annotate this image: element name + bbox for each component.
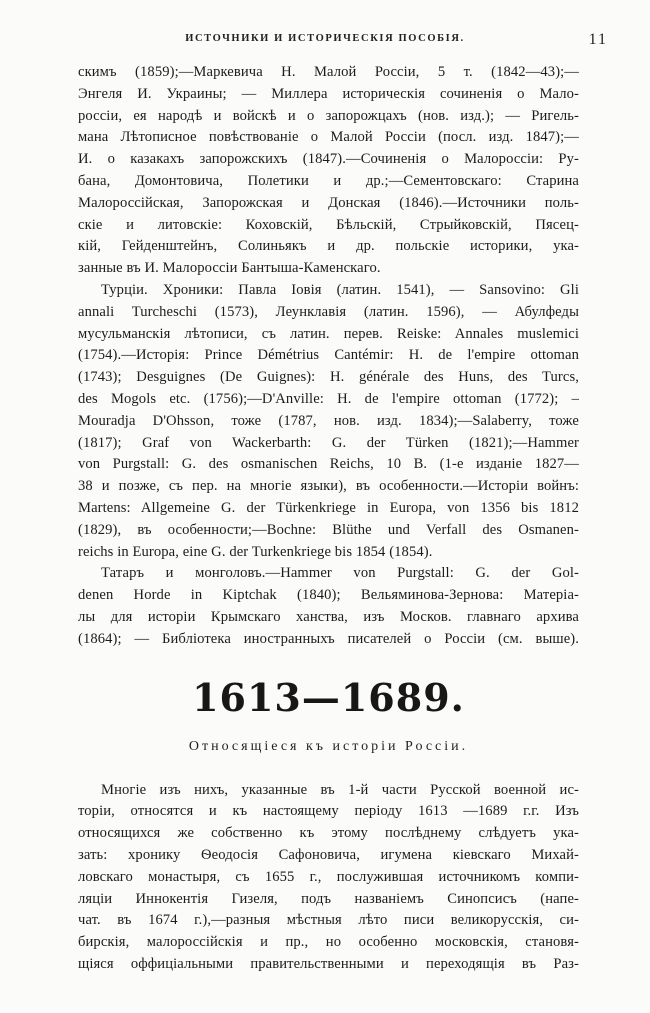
text-line: скіе и литовскіе: Коховскій, Бѣльскій, Стрыйковскій, Пясец- [78,216,579,233]
text-line: относящихся же собственно къ этому послѣднему слѣдуетъ ука- [78,825,579,842]
text-line: И. о казакахъ запорожскихъ (1847).—Сочиненія о Малороссіи: Ру- [78,151,579,168]
running-title: ИСТОЧНИКИ И ИСТОРИЧЕСКІЯ ПОСОБІЯ. [185,33,465,44]
text-line: (1743); Desguignes (De Guignes): H. générale des Huns, des Turcs, [78,369,579,386]
paragraph-group-top [78,62,579,651]
text-line: мусульманскія лѣтописи, съ латин. перев. Reiske: Annales muslemici [78,325,579,342]
text-line: бирскія, малороссійскія и пр., но особенно московскія, становя- [78,934,579,951]
text-line: торіи, относятся и къ настоящему періоду 1613 —1689 г.г. Изъ [78,803,579,820]
text-line: Малороссійская, Запорожская и Донская (1846).—Источники поль- [78,194,579,211]
text-line: Martens: Allgemeine G. der Türkenkriege in Europa, von 1356 bis 1812 [78,499,579,516]
text-line: Турціи. Хроники: Павла Іовія (латин. 1541), — Sansovino: Gli [101,281,579,298]
section-heading: 1613—1689. [192,674,465,720]
section-subheading: Относящіеся къ исторіи Россіи. [188,738,469,754]
text-line: von Purgstall: G. des osmanischen Reichs, 10 B. (1-е изданіе 1827— [78,456,579,473]
text-line: reichs in Europa, eine G. der Turkenkriege bis 1854 (1854). [78,543,433,560]
paragraph [78,563,579,650]
text-line: лы для исторіи Крымскаго ханства, изъ Москов. главнаго архива [78,608,579,625]
text-line: (1754).—Исторія: Prince Démétrius Cantémir: H. de l'empire ottoman [78,347,579,364]
text-line: (1829), въ особенности;—Bochne: Blüthe und Verfall des Osmanen- [78,521,579,538]
text-line: annali Turcheschi (1573), Леунклавія (латин. 1596), — Абулфеды [78,303,579,320]
text-line: чат. въ 1674 г.),—разныя мѣстныя лѣто писи великорусскія, си- [78,912,579,929]
paragraph [78,280,579,563]
paragraph [78,780,579,976]
body-text [78,62,579,976]
text-line: занные въ И. Малороссіи Бантыша-Каменскаго. [78,260,381,277]
page-number: 11 [588,31,608,48]
running-header [0,33,650,53]
text-line: ловскаго монастыря, съ 1655 г., послужившая источникомъ компи- [78,868,579,885]
text-line: (1864); — Библіотека иностранныхъ писателей о Россіи (см. выше). [78,630,579,647]
text-line: россіи, ея народѣ и войскѣ и о запорожцахъ (нов. изд.); — Ригель- [78,107,579,124]
text-line: зать: хронику Ѳеодосія Сафоновича, игумена кіевскаго Михай- [78,846,579,863]
text-line: Энгеля И. Украины; — Миллера историческія сочиненія о Мало- [78,85,579,102]
text-line: (1817); Graf von Wackerbarth: G. der Türken (1821);—Hammer [78,434,579,451]
text-line: Татаръ и монголовъ.—Hammer von Purgstall: G. der Gol- [101,565,579,582]
text-line: ляціи Иннокентія Гизеля, подъ названіемъ Синопсисъ (напе- [78,890,579,907]
text-line: щіяся оффиціальными правительственными и переходящія въ Раз- [78,955,579,972]
text-line: кій, Гейденштейнъ, Солиньякъ и др. польскіе историки, ука- [78,238,579,255]
text-line: denen Horde in Kiptchak (1840); Вельяминова-Зернова: Матеріа- [78,587,579,604]
text-line: Mouradja D'Ohsson, тоже (1787, нов. изд. 1834);—Salaberry, тоже [78,412,579,429]
paragraph-group-bottom [78,780,579,976]
paragraph [78,62,579,280]
text-line: Многіе изъ нихъ, указанные въ 1-й части Русской военной ис- [101,781,579,798]
text-line: 38 и позже, съ пер. на многіе языки), въ особенности.—Исторіи войнъ: [78,478,579,495]
text-line: бана, Домонтовича, Полетики и др.;—Сементовскаго: Старина [78,172,579,189]
text-line: скимъ (1859);—Маркевича Н. Малой Россіи, 5 т. (1842—43);— [78,64,579,80]
text-line: des Mogols etc. (1756);—D'Anville: H. de l'empire ottoman (1772); – [78,390,579,407]
text-line: мана Лѣтописное повѣствованіе о Малой Россіи (посл. изд. 1847);— [78,129,579,146]
